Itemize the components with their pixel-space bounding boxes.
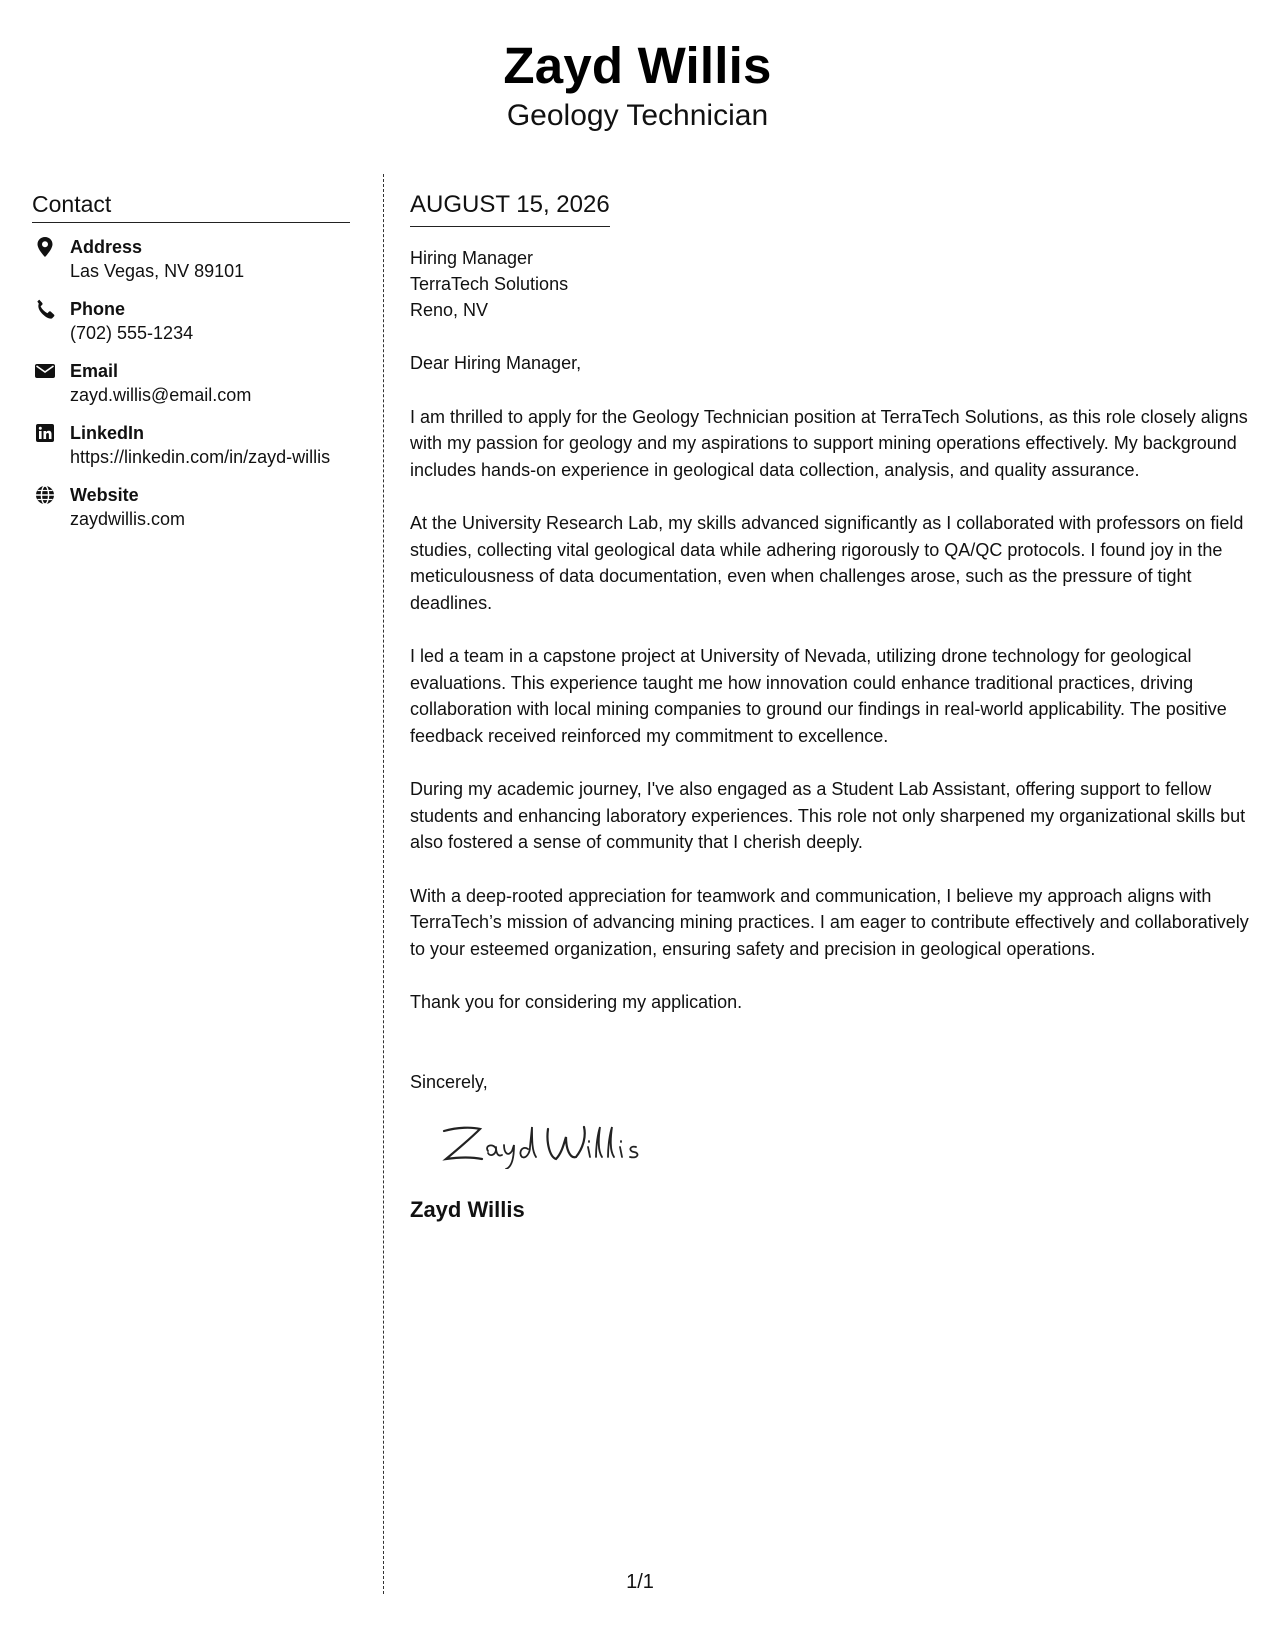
phone-icon [34,298,56,320]
signer-name: Zayd Willis [410,1196,525,1222]
contact-label: Phone [70,299,126,319]
salutation: Dear Hiring Manager, [410,353,582,373]
envelope-icon [34,360,56,382]
website-value: zaydwillis.com [70,509,186,529]
letter-body [410,190,1252,1224]
address-value: Las Vegas, NV 89101 [70,261,245,281]
contact-label: Address [70,237,143,257]
applicant-name: Zayd Willis [503,37,772,94]
applicant-title: Geology Technician [506,99,769,132]
signature-image [436,1117,656,1169]
globe-icon [34,484,56,506]
contact-label: Email [70,361,119,381]
letter-date: AUGUST 15, 2026 [410,190,610,227]
contact-list [32,235,350,531]
linkedin-icon [34,422,56,444]
contact-address [32,235,350,283]
phone-value: (702) 555-1234 [70,323,194,343]
contact-heading: Contact [32,190,350,223]
resume-header [0,36,1275,134]
contact-linkedin [32,421,350,469]
recipient-company: TerraTech Solutions [410,274,569,294]
recipient-name: Hiring Manager [410,248,534,268]
closing: Sincerely, [410,1071,488,1092]
map-pin-icon [34,236,56,258]
paragraph: Thank you for considering my application. [410,992,743,1012]
contact-website [32,483,350,531]
email-value: zayd.willis@email.com [70,385,252,405]
contact-phone [32,297,350,345]
paragraph: During my academic journey, I've also engaged as a Student Lab Assistant, offering support to fellow students and enhancing laboratory experiences. This role not only sharpened my organizational skills but also fostered a sense of community that I cherish deeply. [410,779,1246,852]
contact-label: Website [70,485,139,505]
recipient-location: Reno, NV [410,300,489,320]
page-number: 1/1 [626,1571,654,1593]
column-divider [383,174,384,1594]
paragraph: With a deep-rooted appreciation for teamwork and communication, I believe my approach aligns with TerraTech’s mission of advancing mining practices. I am eager to contribute effectively and collaboratively to your esteemed organization, ensuring safety and precision in geological operations. [410,885,1249,959]
paragraph: At the University Research Lab, my skills advanced significantly as I collaborated with professors on field studies, collecting vital geological data while adhering rigorously to QA/QC protocols. I found joy in the meticulousness of data documentation, even when challenges arose, such as the pressure of tight deadlines. [410,513,1244,613]
recipient-block [410,245,1252,323]
contact-email [32,359,350,407]
contact-label: LinkedIn [70,423,145,443]
contact-sidebar [32,190,350,545]
paragraph: I am thrilled to apply for the Geology Technician position at TerraTech Solutions, as this role closely aligns with my passion for geology and my aspirations to support mining operations effectively. My background includes hands-on experience in geological data collection, analysis, and quality assurance. [410,406,1248,480]
linkedin-value: https://linkedin.com/in/zayd-willis [70,447,331,467]
paragraph: I led a team in a capstone project at University of Nevada, utilizing drone technology for geological evaluations. This experience taught me how innovation could enhance traditional practices, driving collaboration with local mining companies to ground our findings in real-world applicability. The positive feedback received reinforced my commitment to excellence. [410,646,1227,746]
